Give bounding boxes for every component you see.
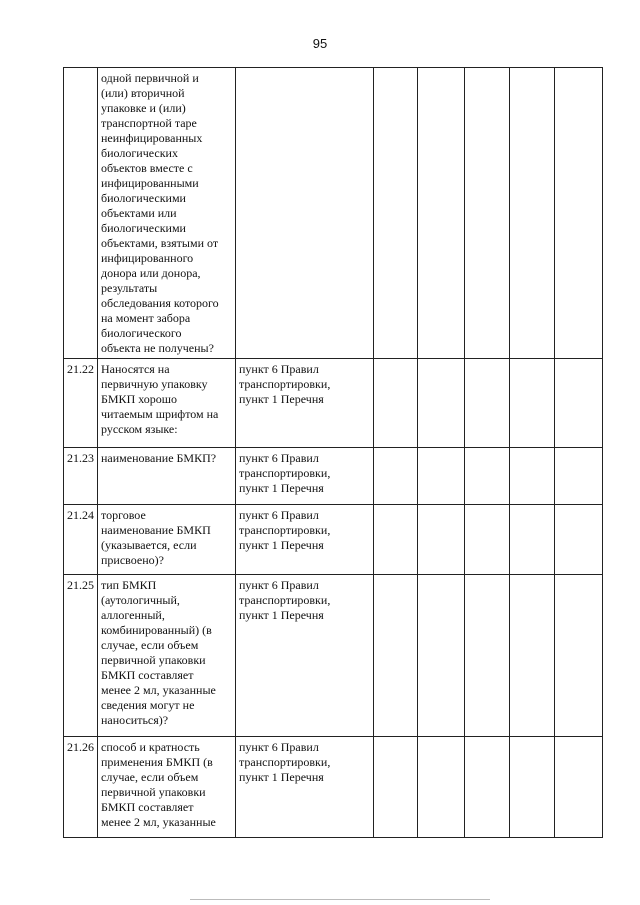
- question-text: Наносятся на первичную упаковку БМКП хорошо читаемым шрифтом на русском языке:: [101, 362, 219, 436]
- answer-cell: [510, 737, 555, 838]
- answer-cell: [465, 68, 510, 359]
- reference-text: пункт 6 Правил транспортировки, пункт 1 Перечня: [239, 451, 331, 495]
- answer-cell: [465, 737, 510, 838]
- answer-cell: [510, 575, 555, 737]
- answer-cell: [465, 448, 510, 505]
- row-number: 21.23: [64, 448, 98, 505]
- notes-cell: [555, 448, 603, 505]
- answer-cell: [418, 68, 465, 359]
- question-text: одной первичной и (или) вторичной упаковке и (или) транспортной таре неинфицированных биологических объектов вместе с инфицированными биологическими объектами или биологическими объектами, взятыми от инфицированного донора или донора, результаты обследования которого на момент забора биологического объекта не получены?: [101, 71, 219, 355]
- answer-cell: [374, 737, 418, 838]
- answer-cell: [418, 505, 465, 575]
- answer-cell: [465, 575, 510, 737]
- notes-cell: [555, 737, 603, 838]
- answer-cell: [510, 359, 555, 448]
- answer-cell: [418, 737, 465, 838]
- answer-cell: [418, 359, 465, 448]
- answer-cell: [465, 505, 510, 575]
- row-number: 21.25: [64, 575, 98, 737]
- table-row: [64, 68, 603, 359]
- answer-cell: [510, 505, 555, 575]
- answer-cell: [374, 575, 418, 737]
- reference-text: пункт 6 Правил транспортировки, пункт 1 Перечня: [239, 578, 331, 622]
- answer-cell: [465, 359, 510, 448]
- reference-text: пункт 6 Правил транспортировки, пункт 1 Перечня: [239, 508, 331, 552]
- answer-cell: [418, 575, 465, 737]
- row-number: 21.24: [64, 505, 98, 575]
- table-row: [64, 737, 603, 838]
- table-row: [64, 505, 603, 575]
- notes-cell: [555, 359, 603, 448]
- answer-cell: [510, 68, 555, 359]
- row-number: [64, 68, 98, 359]
- table-row: [64, 575, 603, 737]
- reference-text: пункт 6 Правил транспортировки, пункт 1 Перечня: [239, 740, 331, 784]
- requirements-table: [63, 67, 603, 838]
- table-row: [64, 359, 603, 448]
- question-text: тип БМКП (аутологичный, аллогенный, комбинированный) (в случае, если объем первичной упаковки БМКП составляет менее 2 мл, указанные сведения могут не наноситься)?: [101, 578, 216, 727]
- answer-cell: [374, 68, 418, 359]
- answer-cell: [510, 448, 555, 505]
- row-number: 21.26: [64, 737, 98, 838]
- row-number: 21.22: [64, 359, 98, 448]
- answer-cell: [374, 448, 418, 505]
- question-text: наименование БМКП?: [101, 451, 217, 465]
- answer-cell: [374, 505, 418, 575]
- reference-text: пункт 6 Правил транспортировки, пункт 1 Перечня: [239, 362, 331, 406]
- table-row: [64, 448, 603, 505]
- question-text: способ и кратность применения БМКП (в случае, если объем первичной упаковки БМКП составляет менее 2 мл, указанные: [101, 740, 216, 829]
- answer-cell: [418, 448, 465, 505]
- question-text: торговое наименование БМКП (указывается, если присвоено)?: [101, 508, 211, 567]
- scan-artifact-line: [190, 899, 490, 900]
- notes-cell: [555, 505, 603, 575]
- answer-cell: [374, 359, 418, 448]
- notes-cell: [555, 575, 603, 737]
- page-number: 95: [312, 36, 328, 51]
- notes-cell: [555, 68, 603, 359]
